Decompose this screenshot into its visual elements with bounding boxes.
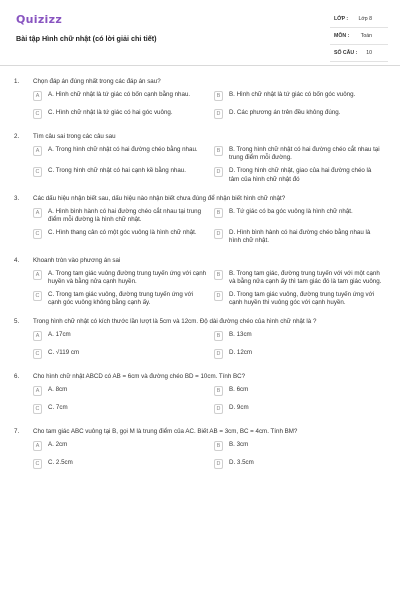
option-letter-box[interactable]: C [33,404,42,414]
option-text: C. Hình chữ nhật là tứ giác có hai góc vuông. [48,109,173,116]
answer-option[interactable] [33,290,214,307]
option-text: A. Trong tam giác vuông đường trung tuyến ứng với cạnh huyền và bằng nửa cạnh huyền. [48,269,207,285]
option-text: A. 2cm [48,441,68,449]
option-text: B. 13cm [229,331,252,339]
meta-value: Toán [360,33,372,39]
answer-option[interactable] [33,403,214,417]
answer-option[interactable] [33,166,214,183]
meta-row-class [330,14,388,28]
option-letter-box[interactable]: C [33,459,42,469]
answer-option[interactable] [214,269,388,286]
answer-option[interactable] [214,330,388,344]
question-header [0,253,400,267]
question-header [0,314,400,328]
answer-option[interactable] [214,207,388,224]
option-letter-box[interactable]: A [33,270,42,280]
option-text: C. Trong hình chữ nhật có hai cạnh kề bằng nhau. [48,167,186,175]
answer-option[interactable] [214,145,388,162]
option-letter-box[interactable]: D [214,404,223,414]
worksheet-title: Bài tập Hình chữ nhật (có lời giải chi tiết) [16,34,157,43]
answer-option[interactable] [214,385,388,399]
option-text: A. Hình bình hành có hai đường chéo cắt nhau tại trung điểm mỗi đường là hình chữ nhật. [48,207,202,224]
answer-options [33,440,388,472]
answer-option[interactable] [33,90,214,104]
answer-option[interactable] [214,166,388,183]
option-text: D. 3.5cm [229,459,254,467]
answer-options [33,90,388,122]
option-letter-box[interactable]: D [214,109,223,119]
meta-key: MÔN : [334,33,350,39]
question-block [0,74,400,122]
question-text: Cho hình chữ nhật ABCD có AB = 6cm và đường chéo BD = 10cm. Tính BC? [33,373,246,381]
option-letter-box[interactable]: A [33,386,42,396]
option-letter-box[interactable]: B [214,331,223,341]
answer-option[interactable] [214,228,388,245]
question-header [0,129,400,143]
question-text: Chọn đáp án đúng nhất trong các đáp án sau? [33,78,161,85]
option-text: C. Trong tam giác vuông, đường trung tuyến ứng với cạnh góc vuông không bằng cạnh ấy. [48,291,194,307]
answer-options [33,145,388,184]
question-text: Tìm câu sai trong các câu sau [33,133,116,140]
option-letter-box[interactable]: A [33,331,42,341]
answer-options [33,207,388,246]
worksheet-header [0,0,400,66]
answer-option[interactable] [214,440,388,454]
option-text: C. 7cm [48,404,68,412]
option-text: D. Các phương án trên đều không đúng. [229,109,341,116]
answer-option[interactable] [33,269,214,286]
option-text: B. Trong tam giác, đường trung tuyến với với một cạnh và bằng nửa cạnh ấy thì tam giác đó là tam giác vuông. [229,269,382,285]
option-text: B. Trong hình chữ nhật có hai đường chéo cắt nhau tại trung điểm mỗi đường. [229,146,380,162]
option-letter-box[interactable]: D [214,349,223,359]
meta-row-subject [330,31,388,45]
option-text: D. 9cm [229,404,249,412]
answer-option[interactable] [214,108,388,122]
option-letter-box[interactable]: A [33,91,42,101]
option-text: A. 8cm [48,386,68,394]
question-header [0,369,400,383]
option-text: A. 17cm [48,331,71,339]
answer-option[interactable] [33,348,214,362]
question-block [0,129,400,184]
option-letter-box[interactable]: B [214,91,223,101]
option-text: D. 12cm [229,349,253,357]
answer-option[interactable] [33,330,214,344]
option-letter-box[interactable]: A [33,441,42,451]
answer-option[interactable] [33,145,214,162]
question-header [0,191,400,205]
question-number: 5. [14,318,20,326]
answer-options [33,269,388,308]
answer-option[interactable] [214,348,388,362]
question-number: 7. [14,428,20,436]
question-header [0,424,400,438]
option-letter-box[interactable]: B [214,146,223,156]
question-text: Trong hình chữ nhật có kích thước lần lượt là 5cm và 12cm. Độ dài đường chéo của hình chữ nhật là ? [33,318,317,326]
answer-option[interactable] [214,403,388,417]
option-text: A. Trong hình chữ nhật có hai đường chéo bằng nhau. [48,146,198,153]
question-block [0,191,400,246]
answer-option[interactable] [33,207,214,224]
answer-option[interactable] [214,458,388,472]
question-number: 1. [14,78,20,85]
option-text: B. Tứ giác có ba góc vuông là hình chữ nhật. [229,207,353,215]
answer-option[interactable] [33,385,214,399]
answer-option[interactable] [214,290,388,307]
option-letter-box[interactable]: B [214,386,223,396]
answer-option[interactable] [33,458,214,472]
question-number: 4. [14,256,20,264]
answer-option[interactable] [33,228,214,245]
question-block [0,369,400,417]
option-letter-box[interactable]: A [33,208,42,218]
option-letter-box[interactable]: D [214,167,223,177]
option-letter-box[interactable]: D [214,459,223,469]
question-block [0,253,400,308]
option-text: B. 3cm [229,441,249,449]
question-block [0,424,400,472]
answer-option[interactable] [33,440,214,454]
option-text: C. √119 cm [48,349,80,357]
question-header [0,74,400,88]
option-letter-box[interactable]: B [214,208,223,218]
question-text: Các dấu hiệu nhận biết sau, dấu hiệu nào nhận biết chưa đúng để nhận biết hình chữ nhật? [33,194,286,202]
meta-key: LỚP : [334,16,349,22]
meta-value: 10 [366,50,372,56]
option-text: A. Hình chữ nhật là tứ giác có bốn cạnh bằng nhau. [48,91,191,98]
option-letter-box[interactable]: D [214,229,223,239]
option-text: D. Trong hình chữ nhật, giao của hai đường chéo là tâm của hình chữ nhật đó [229,167,372,183]
question-number: 2. [14,133,20,140]
meta-value: Lớp 8 [358,16,372,22]
option-letter-box[interactable]: C [33,229,42,239]
option-letter-box[interactable]: C [33,349,42,359]
option-letter-box[interactable]: C [33,109,42,119]
option-text: D. Trong tam giác vuông, đường trung tuyến ứng với cạnh huyền thì vuông góc với cạnh huyền. [229,291,375,307]
question-text: Khoanh tròn vào phương án sai [33,256,121,264]
quizizz-logo: Quizizz [16,13,63,26]
question-block [0,314,400,362]
worksheet-meta [330,14,388,65]
question-text: Cho tam giác ABC vuông tại B, gọi M là trung điểm của AC. Biết AB = 3cm, BC = 4cm. Tính BM? [33,428,298,436]
meta-key: SỐ CÂU : [334,50,358,56]
answer-option[interactable] [214,90,388,104]
option-text: C. Hình thang cân có một góc vuông là hình chữ nhật. [48,229,197,237]
option-text: C. 2.5cm [48,459,73,467]
option-letter-box[interactable]: C [33,291,42,301]
option-text: D. Hình bình hành có hai đường chéo bằng nhau là hình chữ nhật. [229,229,371,245]
answer-options [33,385,388,417]
answer-option[interactable] [33,108,214,122]
answer-options [33,330,388,362]
option-letter-box[interactable]: C [33,167,42,177]
option-letter-box[interactable]: A [33,146,42,156]
question-number: 3. [14,194,20,202]
option-letter-box[interactable]: B [214,270,223,280]
question-number: 6. [14,373,20,381]
option-text: B. Hình chữ nhật là tứ giác có bốn góc vuông. [229,91,356,98]
option-letter-box[interactable]: B [214,441,223,451]
question-list [0,74,400,479]
option-text: B. 6cm [229,386,249,394]
meta-row-question-count [330,48,388,62]
option-letter-box[interactable]: D [214,291,223,301]
